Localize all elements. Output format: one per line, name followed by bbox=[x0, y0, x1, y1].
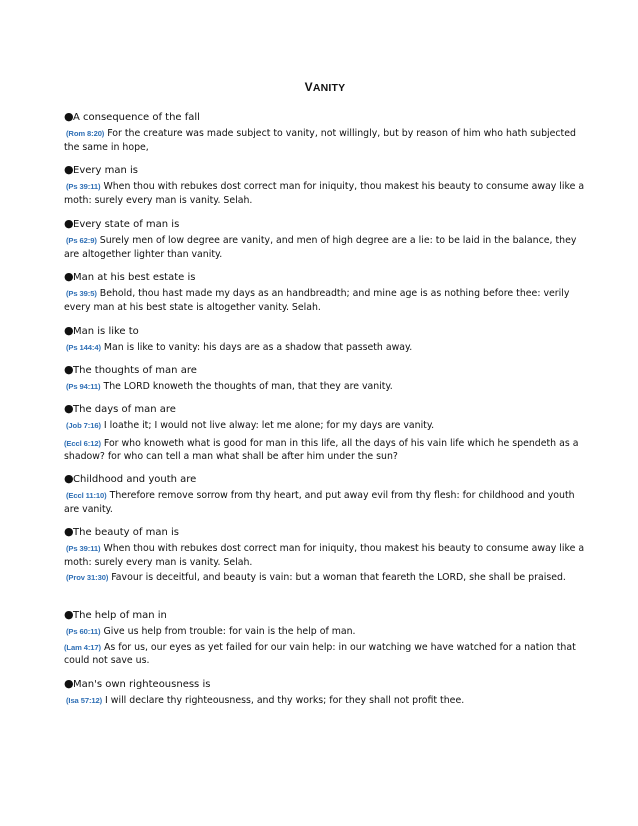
verse bbox=[64, 625, 586, 639]
verse-text: I loathe it; I would not live alway: let me alone; for my days are vanity. bbox=[103, 420, 435, 431]
bullet-icon: ● bbox=[64, 402, 74, 415]
verse-text: Man is like to vanity: his days are as a shadow that passeth away. bbox=[103, 342, 413, 353]
topic-section bbox=[64, 472, 586, 516]
verse bbox=[64, 127, 586, 154]
verse-reference: (Eccl 11:10) bbox=[66, 491, 107, 500]
verse-reference: (Lam 4:17) bbox=[64, 642, 101, 652]
verse bbox=[64, 542, 586, 569]
topic-heading bbox=[64, 525, 586, 539]
verse-text: When thou with rebukes dost correct man for iniquity, thou makest his beauty to consume away like a moth: surely every man is vanity. Selah. bbox=[64, 543, 585, 568]
verse-text: Favour is deceitful, and beauty is vain: but a woman that feareth the LORD, she shall be praised. bbox=[111, 572, 566, 584]
topic-heading bbox=[64, 110, 586, 124]
topic-section bbox=[64, 402, 586, 464]
bullet-icon: ● bbox=[64, 163, 74, 176]
verse bbox=[64, 489, 586, 516]
bullet-icon: ● bbox=[64, 363, 74, 376]
verse-reference: (Isa 57:12) bbox=[66, 696, 103, 705]
topic-heading bbox=[64, 217, 586, 231]
verse-text: I will declare thy righteousness, and thy works; for they shall not profit thee. bbox=[105, 695, 465, 706]
verse-text: For who knoweth what is good for man in this life, all the days of his vain life which he spendeth as a shadow? for who can tell a man what shall be after him under the sun? bbox=[64, 437, 579, 463]
verse-reference: (Ps 60:11) bbox=[66, 627, 101, 636]
topic-heading-text: Man is like to bbox=[73, 326, 139, 337]
verse-text: As for us, our eyes as yet failed for our vain help: in our watching we have watched for a nation that could not save us. bbox=[64, 641, 576, 667]
topic-heading-text: The beauty of man is bbox=[73, 527, 179, 538]
topic-heading-text: Man's own righteousness is bbox=[73, 679, 211, 690]
verse bbox=[64, 341, 586, 355]
topic-heading-text: The help of man in bbox=[73, 610, 167, 621]
verse bbox=[64, 571, 586, 585]
title-first-letter: V bbox=[304, 80, 313, 94]
verse bbox=[64, 287, 586, 314]
verse bbox=[64, 380, 586, 394]
bullet-icon: ● bbox=[64, 324, 74, 337]
verse bbox=[64, 437, 586, 464]
title-rest: ANITY bbox=[312, 82, 346, 94]
verse bbox=[64, 641, 586, 668]
topic-heading bbox=[64, 363, 586, 377]
verse-text: The LORD knoweth the thoughts of man, that they are vanity. bbox=[103, 381, 393, 392]
topic-section bbox=[64, 163, 586, 207]
verse-text: When thou with rebukes dost correct man for iniquity, thou makest his beauty to consume away like a moth: surely every man is vanity. Selah. bbox=[64, 181, 585, 206]
topic-heading-text: Every state of man is bbox=[73, 219, 180, 230]
topic-section bbox=[64, 525, 586, 585]
verse-text: Give us help from trouble: for vain is the help of man. bbox=[103, 626, 356, 637]
verse bbox=[64, 180, 586, 207]
verse-reference: (Ps 39:11) bbox=[66, 544, 101, 553]
bullet-icon: ● bbox=[64, 677, 74, 690]
topic-section bbox=[64, 110, 586, 154]
page-title bbox=[64, 80, 586, 94]
topic-heading-text: Man at his best estate is bbox=[73, 272, 196, 283]
verse-reference: (Prov 31:30) bbox=[66, 573, 109, 583]
verse bbox=[64, 234, 586, 261]
verse-reference: (Ps 94:11) bbox=[66, 382, 101, 391]
topic-heading bbox=[64, 677, 586, 691]
verse-text: Surely men of low degree are vanity, and men of high degree are a lie: to be laid in the balance, they are altogether lighter than vanity. bbox=[64, 235, 577, 260]
topic-section bbox=[64, 608, 586, 668]
bullet-icon: ● bbox=[64, 270, 74, 283]
topic-section bbox=[64, 270, 586, 314]
bullet-icon: ● bbox=[64, 217, 74, 230]
topic-heading bbox=[64, 472, 586, 486]
topic-section bbox=[64, 677, 586, 708]
verse-reference: (Ps 144:4) bbox=[66, 343, 101, 352]
bullet-icon: ● bbox=[64, 472, 74, 485]
verse bbox=[64, 694, 586, 708]
topic-heading bbox=[64, 608, 586, 622]
topic-heading-text: The thoughts of man are bbox=[73, 365, 197, 376]
verse-text: Behold, thou hast made my days as an handbreadth; and mine age is as nothing before thee: verily every man at his best state is altogether vanity. Selah. bbox=[64, 288, 570, 313]
verse-reference: (Ps 39:5) bbox=[66, 289, 97, 298]
bullet-icon: ● bbox=[64, 608, 74, 621]
verse-text: For the creature was made subject to vanity, not willingly, but by reason of him who hath subjected the same in hope, bbox=[64, 128, 576, 153]
verse bbox=[64, 419, 586, 433]
topic-heading bbox=[64, 324, 586, 338]
bullet-icon: ● bbox=[64, 525, 74, 538]
topic-heading-text: The days of man are bbox=[73, 404, 176, 415]
bullet-icon: ● bbox=[64, 110, 74, 123]
verse-reference: (Rom 8:20) bbox=[66, 129, 105, 138]
topic-heading bbox=[64, 270, 586, 284]
topic-heading-text: Childhood and youth are bbox=[73, 474, 197, 485]
topic-heading-text: Every man is bbox=[73, 165, 138, 176]
topic-section bbox=[64, 217, 586, 261]
topic-heading-text: A consequence of the fall bbox=[73, 112, 200, 123]
verse-reference: (Job 7:16) bbox=[66, 421, 101, 430]
topic-heading bbox=[64, 163, 586, 177]
topic-section bbox=[64, 324, 586, 355]
topic-section bbox=[64, 363, 586, 394]
topic-heading bbox=[64, 402, 586, 416]
verse-reference: (Ps 39:11) bbox=[66, 182, 101, 191]
verse-text: Therefore remove sorrow from thy heart, and put away evil from thy flesh: for childhood and youth are vanity. bbox=[64, 490, 575, 515]
verse-reference: (Eccl 6:12) bbox=[64, 438, 101, 448]
verse-reference: (Ps 62:9) bbox=[66, 236, 97, 245]
